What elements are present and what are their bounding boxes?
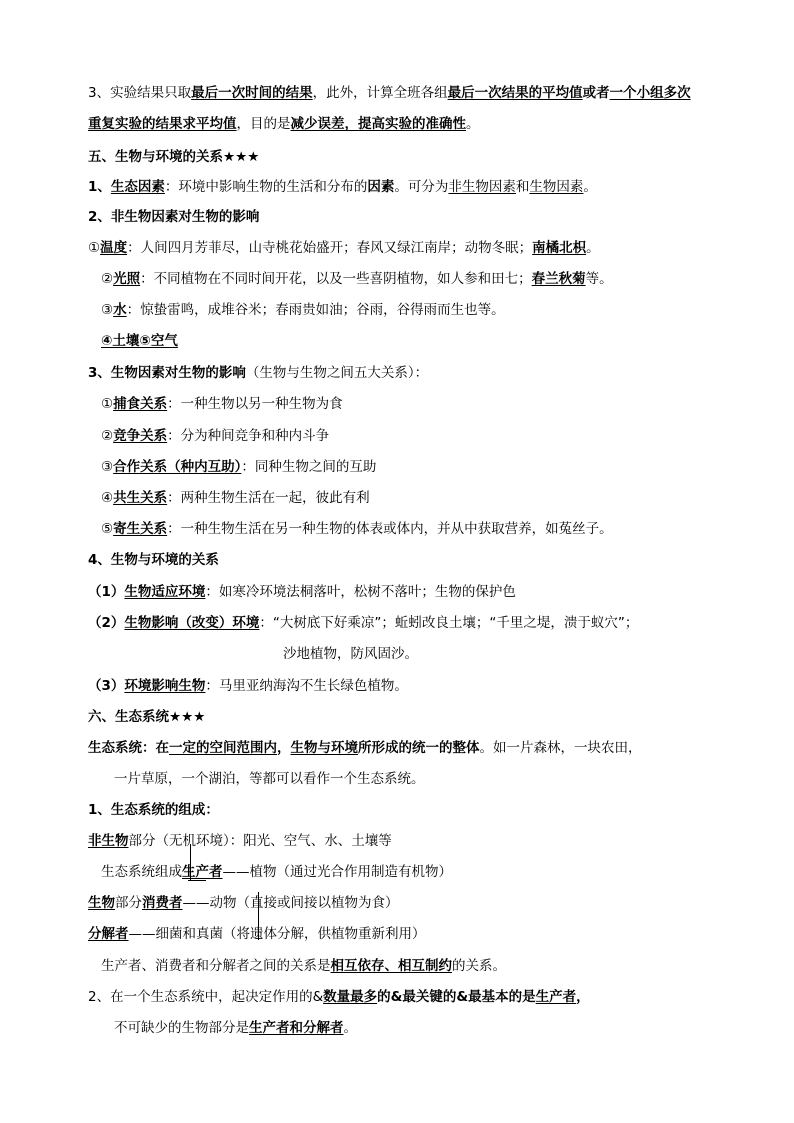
text-line: 一片草原，一个湖泊，等都可以看作一个生态系统。 (114, 771, 425, 787)
list-item: ①捕食关系：一种生物以另一种生物为食 (101, 396, 343, 412)
subheading: 3、生物因素对生物的影响（生物与生物之间五大关系）： (88, 365, 429, 381)
list-item: ②竞争关系：分为种间竞争和种内斗争 (101, 428, 330, 444)
text-line: 3、实验结果只取最后一次时间的结果，此外，计算全班各组最后一次结果的平均值或者一个小组多次 (88, 85, 691, 101)
list-item: （2）生物影响（改变）环境：“大树底下好乘凉”；蚯蚓改良土壤；“千里之堤，溃于蚁穴”； (88, 615, 639, 631)
list-item: （1）生物适应环境：如寒冷环境法桐落叶，松树不落叶；生物的保护色 (88, 584, 516, 600)
text-line: 2、在一个生态系统中，起决定作用的&数量最多的&最关键的&最基本的是生产者， (88, 989, 590, 1005)
text-line: 重复实验的结果求平均值，目的是减少误差，提高实验的准确性。 (88, 116, 480, 132)
list-item: ⑤寄生关系：一种生物生活在另一种生物的体表或体内，并从中获取营养，如菟丝子。 (101, 521, 613, 537)
diagram-bracket-line (188, 880, 206, 901)
list-item: ③合作关系（种内互助）：同种生物之间的互助 (101, 459, 377, 475)
text-line: 1、生态因素：环境中影响生物的生活和分布的因素。可分为非生物因素和生物因素。 (88, 179, 597, 195)
list-item: （3）环境影响生物：马里亚纳海沟不生长绿色植物。 (88, 678, 408, 694)
text-line: 非生物部分（无机环境）：阳光、空气、水、土壤等 (88, 833, 392, 849)
text-line: ③水：惊蛰雷鸣，成堆谷米；春雨贵如油；谷雨，谷得雨而生也等。 (101, 302, 505, 318)
section-heading: 五、生物与环境的关系★★★ (88, 149, 260, 165)
text-line: 沙地植物，防风固沙。 (283, 646, 418, 662)
list-item: ④共生关系：两种生物生活在一起，彼此有利 (101, 490, 370, 506)
diagram-bracket-line (190, 844, 191, 880)
text-line: 分解者——细菌和真菌（将遗体分解，供植物重新利用） (88, 926, 426, 942)
diagram-bracket-line (258, 892, 259, 940)
text-line: 生态系统：在一定的空间范围内，生物与环境所形成的统一的整体。如一片森林，一块农田， (88, 740, 642, 756)
subheading: 1、生态系统的组成： (88, 802, 219, 818)
text-line: 不可缺少的生物部分是生产者和分解者。 (114, 1020, 357, 1036)
subheading: 2、非生物因素对生物的影响 (88, 209, 260, 225)
text-line: ①温度：人间四月芳菲尽，山寺桃花始盛开；春风又绿江南岸；动物冬眠；南橘北枳。 (88, 240, 600, 256)
text-line: 生物部分消费者——动物（直接或间接以植物为食） (88, 895, 399, 911)
subheading: 4、生物与环境的关系 (88, 552, 219, 568)
text-line: 生产者、消费者和分解者之间的关系是相互依存、相互制约的关系。 (101, 958, 506, 974)
section-heading: 六、生态系统★★★ (88, 709, 206, 725)
text-line: ④土壤⑤空气 (101, 333, 178, 349)
text-line: ②光照：不同植物在不同时间开花，以及一些喜阴植物，如人参和田七；春兰秋菊等。 (101, 271, 613, 287)
text-line: 生态系统组成生产者——植物（通过光合作用制造有机物） (101, 864, 452, 880)
